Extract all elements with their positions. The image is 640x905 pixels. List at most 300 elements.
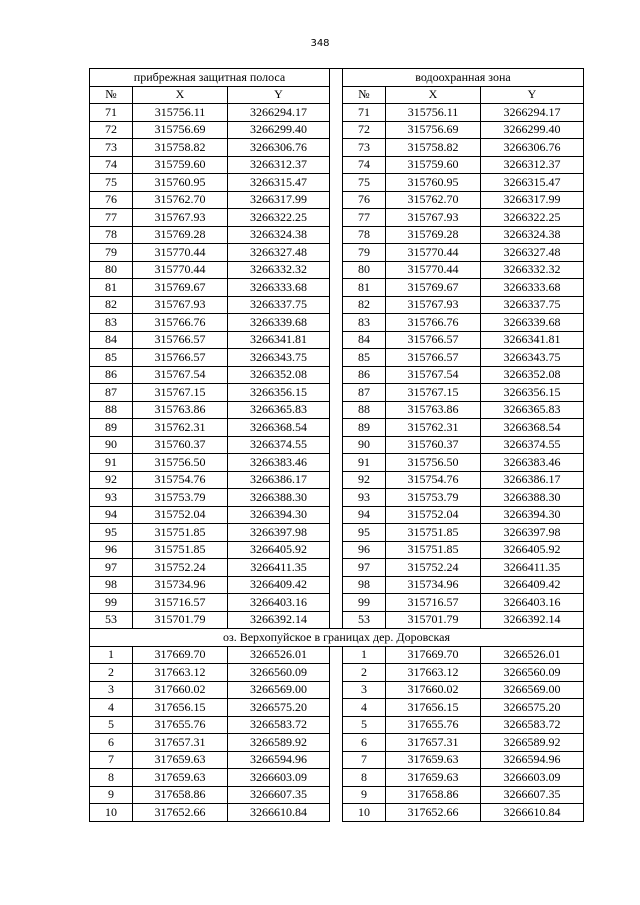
column-gap	[330, 261, 343, 279]
left-y-coordinate: 3266324.38	[228, 226, 330, 244]
left-x-coordinate: 317669.70	[133, 646, 228, 664]
right-y-coordinate: 3266341.81	[481, 331, 584, 349]
column-gap	[330, 489, 343, 507]
left-point-number: 73	[90, 139, 133, 157]
right-y-coordinate: 3266405.92	[481, 541, 584, 559]
left-point-number: 97	[90, 559, 133, 577]
left-x-coordinate: 315752.24	[133, 559, 228, 577]
right-y-coordinate: 3266332.32	[481, 261, 584, 279]
right-x-coordinate: 315766.57	[386, 349, 481, 367]
right-y-coordinate: 3266324.38	[481, 226, 584, 244]
left-point-number: 5	[90, 716, 133, 734]
column-gap	[330, 384, 343, 402]
column-gap	[330, 401, 343, 419]
column-gap	[330, 524, 343, 542]
right-y-coordinate: 3266306.76	[481, 139, 584, 157]
left-x-coordinate: 317658.86	[133, 786, 228, 804]
left-point-number: 2	[90, 664, 133, 682]
right-point-number: 77	[343, 209, 386, 227]
right-y-coordinate: 3266356.15	[481, 384, 584, 402]
right-point-number: 87	[343, 384, 386, 402]
right-y-coordinate: 3266610.84	[481, 804, 584, 822]
left-y-coordinate: 3266607.35	[228, 786, 330, 804]
left-y-coordinate: 3266352.08	[228, 366, 330, 384]
right-y-coordinate: 3266575.20	[481, 699, 584, 717]
right-x-coordinate: 315734.96	[386, 576, 481, 594]
left-y-coordinate: 3266294.17	[228, 104, 330, 122]
right-y-coordinate: 3266374.55	[481, 436, 584, 454]
right-x-coordinate: 317663.12	[386, 664, 481, 682]
right-y-coordinate: 3266392.14	[481, 611, 584, 629]
left-x-coordinate: 315767.15	[133, 384, 228, 402]
left-y-coordinate: 3266315.47	[228, 174, 330, 192]
left-x-coordinate: 315734.96	[133, 576, 228, 594]
right-x-coordinate: 317659.63	[386, 769, 481, 787]
left-x-coordinate: 315756.50	[133, 454, 228, 472]
right-x-coordinate: 315760.95	[386, 174, 481, 192]
table-row	[90, 734, 584, 752]
left-y-coordinate: 3266312.37	[228, 156, 330, 174]
left-x-coordinate: 315760.95	[133, 174, 228, 192]
right-y-coordinate: 3266560.09	[481, 664, 584, 682]
left-point-number: 84	[90, 331, 133, 349]
right-y-coordinate: 3266589.92	[481, 734, 584, 752]
right-y-coordinate: 3266333.68	[481, 279, 584, 297]
right-column-header: №	[343, 86, 386, 104]
table-row	[90, 786, 584, 804]
left-x-coordinate: 315756.11	[133, 104, 228, 122]
left-point-number: 75	[90, 174, 133, 192]
right-point-number: 89	[343, 419, 386, 437]
right-x-coordinate: 317652.66	[386, 804, 481, 822]
table-row	[90, 419, 584, 437]
column-gap	[330, 174, 343, 192]
left-y-coordinate: 3266317.99	[228, 191, 330, 209]
left-y-coordinate: 3266409.42	[228, 576, 330, 594]
column-gap	[330, 734, 343, 752]
table-row	[90, 401, 584, 419]
right-x-coordinate: 315756.69	[386, 121, 481, 139]
right-point-number: 5	[343, 716, 386, 734]
left-y-coordinate: 3266575.20	[228, 699, 330, 717]
table-row	[90, 296, 584, 314]
right-x-coordinate: 315767.93	[386, 209, 481, 227]
column-gap	[330, 314, 343, 332]
left-x-coordinate: 315752.04	[133, 506, 228, 524]
right-x-coordinate: 315762.70	[386, 191, 481, 209]
left-y-coordinate: 3266405.92	[228, 541, 330, 559]
column-gap	[330, 471, 343, 489]
right-x-coordinate: 315766.57	[386, 331, 481, 349]
right-x-coordinate: 317659.63	[386, 751, 481, 769]
right-point-number: 97	[343, 559, 386, 577]
right-x-coordinate: 315758.82	[386, 139, 481, 157]
right-x-coordinate: 315752.24	[386, 559, 481, 577]
left-point-number: 87	[90, 384, 133, 402]
left-x-coordinate: 315762.31	[133, 419, 228, 437]
left-y-coordinate: 3266299.40	[228, 121, 330, 139]
table-row	[90, 489, 584, 507]
left-y-coordinate: 3266333.68	[228, 279, 330, 297]
right-x-coordinate: 315762.31	[386, 419, 481, 437]
right-x-coordinate: 315769.28	[386, 226, 481, 244]
left-y-coordinate: 3266339.68	[228, 314, 330, 332]
left-x-coordinate: 317660.02	[133, 681, 228, 699]
left-x-coordinate: 315701.79	[133, 611, 228, 629]
table-row	[90, 261, 584, 279]
table-row	[90, 646, 584, 664]
left-point-number: 3	[90, 681, 133, 699]
right-x-coordinate: 317655.76	[386, 716, 481, 734]
right-y-coordinate: 3266299.40	[481, 121, 584, 139]
right-point-number: 6	[343, 734, 386, 752]
left-point-number: 95	[90, 524, 133, 542]
left-y-coordinate: 3266327.48	[228, 244, 330, 262]
column-gap	[330, 436, 343, 454]
right-point-number: 76	[343, 191, 386, 209]
left-point-number: 96	[90, 541, 133, 559]
right-point-number: 71	[343, 104, 386, 122]
left-x-coordinate: 317659.63	[133, 751, 228, 769]
right-x-coordinate: 317656.15	[386, 699, 481, 717]
table-row	[90, 279, 584, 297]
right-y-coordinate: 3266337.75	[481, 296, 584, 314]
table-row	[90, 664, 584, 682]
table-row	[90, 349, 584, 367]
table-row	[90, 769, 584, 787]
left-y-coordinate: 3266569.00	[228, 681, 330, 699]
left-x-coordinate: 315769.67	[133, 279, 228, 297]
right-x-coordinate: 315751.85	[386, 524, 481, 542]
column-gap	[330, 506, 343, 524]
left-y-coordinate: 3266583.72	[228, 716, 330, 734]
left-point-number: 77	[90, 209, 133, 227]
column-gap	[330, 349, 343, 367]
left-point-number: 86	[90, 366, 133, 384]
left-point-number: 9	[90, 786, 133, 804]
left-point-number: 82	[90, 296, 133, 314]
left-x-coordinate: 317656.15	[133, 699, 228, 717]
section-title: оз. Верхопуйское в границах дер. Доровская	[90, 629, 584, 647]
right-y-coordinate: 3266365.83	[481, 401, 584, 419]
table-row	[90, 209, 584, 227]
column-gap	[330, 541, 343, 559]
right-point-number: 91	[343, 454, 386, 472]
left-point-number: 90	[90, 436, 133, 454]
column-gap	[330, 751, 343, 769]
left-point-number: 85	[90, 349, 133, 367]
right-y-coordinate: 3266394.30	[481, 506, 584, 524]
left-x-coordinate: 315766.57	[133, 349, 228, 367]
right-y-coordinate: 3266526.01	[481, 646, 584, 664]
left-point-number: 6	[90, 734, 133, 752]
left-x-coordinate: 315763.86	[133, 401, 228, 419]
right-point-number: 74	[343, 156, 386, 174]
left-y-coordinate: 3266383.46	[228, 454, 330, 472]
right-y-coordinate: 3266339.68	[481, 314, 584, 332]
left-y-coordinate: 3266392.14	[228, 611, 330, 629]
right-x-coordinate: 315759.60	[386, 156, 481, 174]
column-gap	[330, 104, 343, 122]
column-gap	[330, 86, 343, 104]
right-y-coordinate: 3266343.75	[481, 349, 584, 367]
table-row	[90, 156, 584, 174]
right-y-coordinate: 3266583.72	[481, 716, 584, 734]
table-row	[90, 804, 584, 822]
right-x-coordinate: 315770.44	[386, 261, 481, 279]
right-point-number: 72	[343, 121, 386, 139]
right-x-coordinate: 315769.67	[386, 279, 481, 297]
left-x-coordinate: 315759.60	[133, 156, 228, 174]
table-row	[90, 121, 584, 139]
column-gap	[330, 611, 343, 629]
left-x-coordinate: 315767.93	[133, 209, 228, 227]
left-point-number: 94	[90, 506, 133, 524]
left-point-number: 81	[90, 279, 133, 297]
left-point-number: 76	[90, 191, 133, 209]
left-x-coordinate: 315769.28	[133, 226, 228, 244]
right-point-number: 75	[343, 174, 386, 192]
left-point-number: 1	[90, 646, 133, 664]
table-row	[90, 524, 584, 542]
left-x-coordinate: 317652.66	[133, 804, 228, 822]
column-gap	[330, 244, 343, 262]
left-x-coordinate: 315754.76	[133, 471, 228, 489]
left-y-coordinate: 3266610.84	[228, 804, 330, 822]
left-x-coordinate: 315762.70	[133, 191, 228, 209]
left-y-coordinate: 3266560.09	[228, 664, 330, 682]
left-point-number: 4	[90, 699, 133, 717]
right-point-number: 95	[343, 524, 386, 542]
right-x-coordinate: 315770.44	[386, 244, 481, 262]
right-x-coordinate: 317658.86	[386, 786, 481, 804]
left-point-number: 79	[90, 244, 133, 262]
right-y-coordinate: 3266294.17	[481, 104, 584, 122]
right-point-number: 88	[343, 401, 386, 419]
right-point-number: 84	[343, 331, 386, 349]
column-gap	[330, 209, 343, 227]
column-gap	[330, 191, 343, 209]
right-point-number: 83	[343, 314, 386, 332]
table-row	[90, 384, 584, 402]
column-gap	[330, 699, 343, 717]
table-row	[90, 681, 584, 699]
right-y-coordinate: 3266315.47	[481, 174, 584, 192]
column-gap	[330, 646, 343, 664]
table-row	[90, 104, 584, 122]
section-title-row	[90, 629, 584, 647]
right-x-coordinate: 315752.04	[386, 506, 481, 524]
right-column-header: Y	[481, 86, 584, 104]
table-row	[90, 174, 584, 192]
right-point-number: 7	[343, 751, 386, 769]
left-y-coordinate: 3266397.98	[228, 524, 330, 542]
column-gap	[330, 366, 343, 384]
right-x-coordinate: 315766.76	[386, 314, 481, 332]
right-x-coordinate: 315767.54	[386, 366, 481, 384]
left-point-number: 80	[90, 261, 133, 279]
left-x-coordinate: 315770.44	[133, 244, 228, 262]
column-gap	[330, 156, 343, 174]
right-x-coordinate: 315756.11	[386, 104, 481, 122]
table-row	[90, 454, 584, 472]
left-point-number: 72	[90, 121, 133, 139]
column-gap	[330, 559, 343, 577]
left-point-number: 83	[90, 314, 133, 332]
right-point-number: 8	[343, 769, 386, 787]
column-gap	[330, 594, 343, 612]
left-y-coordinate: 3266368.54	[228, 419, 330, 437]
table-row	[90, 611, 584, 629]
column-gap	[330, 716, 343, 734]
right-x-coordinate: 315754.76	[386, 471, 481, 489]
left-column-header: №	[90, 86, 133, 104]
left-y-coordinate: 3266332.32	[228, 261, 330, 279]
right-point-number: 94	[343, 506, 386, 524]
right-point-number: 99	[343, 594, 386, 612]
table-row	[90, 244, 584, 262]
left-point-number: 78	[90, 226, 133, 244]
table-row	[90, 331, 584, 349]
left-point-number: 92	[90, 471, 133, 489]
column-gap	[330, 769, 343, 787]
right-column-header: X	[386, 86, 481, 104]
left-y-coordinate: 3266343.75	[228, 349, 330, 367]
right-point-number: 86	[343, 366, 386, 384]
right-y-coordinate: 3266594.96	[481, 751, 584, 769]
right-x-coordinate: 315753.79	[386, 489, 481, 507]
right-y-coordinate: 3266397.98	[481, 524, 584, 542]
column-gap	[330, 279, 343, 297]
left-y-coordinate: 3266388.30	[228, 489, 330, 507]
left-x-coordinate: 317659.63	[133, 769, 228, 787]
left-point-number: 71	[90, 104, 133, 122]
right-y-coordinate: 3266569.00	[481, 681, 584, 699]
column-gap	[330, 681, 343, 699]
table-row	[90, 191, 584, 209]
left-x-coordinate: 315751.85	[133, 541, 228, 559]
column-gap	[330, 331, 343, 349]
right-point-number: 79	[343, 244, 386, 262]
right-point-number: 4	[343, 699, 386, 717]
right-x-coordinate: 315767.15	[386, 384, 481, 402]
left-y-coordinate: 3266394.30	[228, 506, 330, 524]
right-point-number: 1	[343, 646, 386, 664]
table-row	[90, 751, 584, 769]
right-point-number: 85	[343, 349, 386, 367]
right-y-coordinate: 3266388.30	[481, 489, 584, 507]
right-y-coordinate: 3266322.25	[481, 209, 584, 227]
left-y-coordinate: 3266403.16	[228, 594, 330, 612]
table-row	[90, 594, 584, 612]
left-point-number: 8	[90, 769, 133, 787]
table-row	[90, 559, 584, 577]
table-row	[90, 436, 584, 454]
table-row	[90, 471, 584, 489]
left-y-coordinate: 3266589.92	[228, 734, 330, 752]
column-gap	[330, 226, 343, 244]
page-number: 348	[310, 38, 330, 49]
right-section-header: водоохранная зона	[343, 69, 584, 87]
right-point-number: 9	[343, 786, 386, 804]
left-x-coordinate: 315760.37	[133, 436, 228, 454]
right-point-number: 3	[343, 681, 386, 699]
table-row	[90, 699, 584, 717]
left-x-coordinate: 315766.76	[133, 314, 228, 332]
left-point-number: 53	[90, 611, 133, 629]
table-row	[90, 541, 584, 559]
right-y-coordinate: 3266403.16	[481, 594, 584, 612]
right-y-coordinate: 3266368.54	[481, 419, 584, 437]
left-y-coordinate: 3266386.17	[228, 471, 330, 489]
left-y-coordinate: 3266341.81	[228, 331, 330, 349]
left-y-coordinate: 3266374.55	[228, 436, 330, 454]
column-gap	[330, 664, 343, 682]
coordinates-table	[89, 68, 584, 822]
right-point-number: 73	[343, 139, 386, 157]
right-x-coordinate: 315751.85	[386, 541, 481, 559]
left-point-number: 99	[90, 594, 133, 612]
left-point-number: 7	[90, 751, 133, 769]
column-gap	[330, 121, 343, 139]
right-point-number: 92	[343, 471, 386, 489]
column-header-row	[90, 86, 584, 104]
left-column-header: Y	[228, 86, 330, 104]
left-y-coordinate: 3266306.76	[228, 139, 330, 157]
right-x-coordinate: 315701.79	[386, 611, 481, 629]
table-row	[90, 716, 584, 734]
left-y-coordinate: 3266411.35	[228, 559, 330, 577]
right-point-number: 53	[343, 611, 386, 629]
right-point-number: 93	[343, 489, 386, 507]
table-row	[90, 576, 584, 594]
column-gap	[330, 576, 343, 594]
right-y-coordinate: 3266409.42	[481, 576, 584, 594]
right-x-coordinate: 317669.70	[386, 646, 481, 664]
right-point-number: 90	[343, 436, 386, 454]
right-point-number: 78	[343, 226, 386, 244]
section-header-row	[90, 69, 584, 87]
right-y-coordinate: 3266411.35	[481, 559, 584, 577]
left-y-coordinate: 3266526.01	[228, 646, 330, 664]
column-gap	[330, 139, 343, 157]
left-y-coordinate: 3266603.09	[228, 769, 330, 787]
left-section-header: прибрежная защитная полоса	[90, 69, 330, 87]
right-y-coordinate: 3266603.09	[481, 769, 584, 787]
left-y-coordinate: 3266365.83	[228, 401, 330, 419]
right-y-coordinate: 3266607.35	[481, 786, 584, 804]
right-y-coordinate: 3266383.46	[481, 454, 584, 472]
right-x-coordinate: 317657.31	[386, 734, 481, 752]
right-y-coordinate: 3266312.37	[481, 156, 584, 174]
left-point-number: 10	[90, 804, 133, 822]
table-row	[90, 226, 584, 244]
column-gap	[330, 69, 343, 87]
column-gap	[330, 804, 343, 822]
left-x-coordinate: 315767.54	[133, 366, 228, 384]
column-gap	[330, 296, 343, 314]
left-x-coordinate: 315767.93	[133, 296, 228, 314]
left-point-number: 93	[90, 489, 133, 507]
left-point-number: 88	[90, 401, 133, 419]
right-point-number: 2	[343, 664, 386, 682]
table-row	[90, 506, 584, 524]
left-point-number: 89	[90, 419, 133, 437]
table-row	[90, 314, 584, 332]
column-gap	[330, 786, 343, 804]
right-x-coordinate: 317660.02	[386, 681, 481, 699]
right-point-number: 80	[343, 261, 386, 279]
